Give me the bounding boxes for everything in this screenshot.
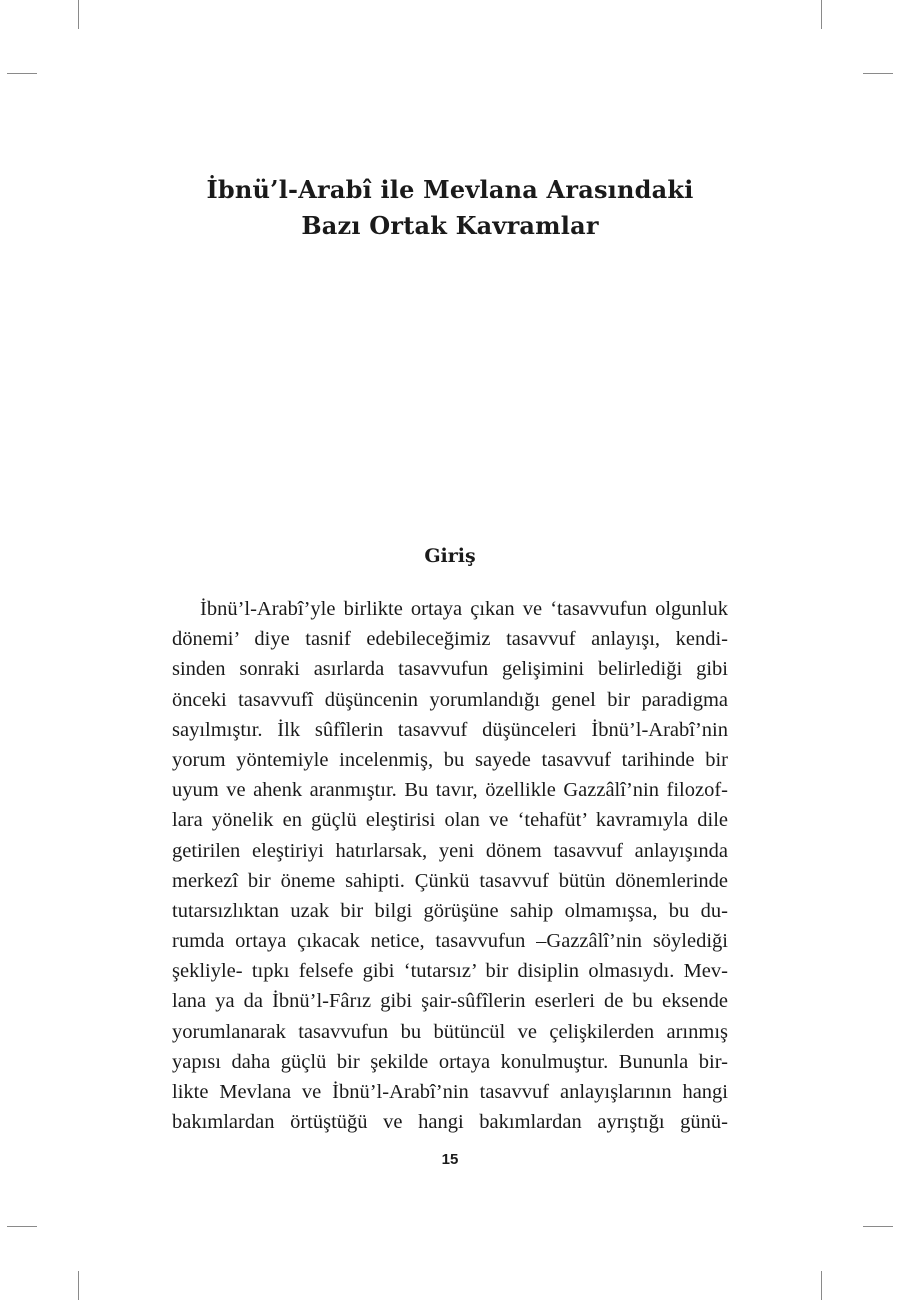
crop-mark-left-upper <box>7 73 37 74</box>
crop-mark-top-left <box>78 0 79 29</box>
body-line: lara yönelik en güçlü eleştirisi olan ve ‘tehafüt’ kavramıyla dile <box>172 809 728 832</box>
crop-mark-bottom-left <box>78 1271 79 1300</box>
crop-mark-bottom-right <box>821 1271 822 1300</box>
body-line: likte Mevlana ve İbnü’l-Arabî’nin tasavvuf anlayışlarının hangi <box>172 1081 728 1103</box>
crop-mark-right-upper <box>863 73 893 74</box>
body-line: sinden sonraki asırlarda tasavvufun gelişimini belirlediği gibi <box>172 658 728 681</box>
section-heading: Giriş <box>424 545 476 567</box>
body-line: getirilen eleştiriyi hatırlarsak, yeni dönem tasavvuf anlayışında <box>172 839 728 862</box>
body-line: merkezî bir öneme sahipti. Çünkü tasavvuf bütün dönemlerinde <box>172 869 728 892</box>
body-line: dönemi’ diye tasnif edebileceğimiz tasavvuf anlayışı, kendi- <box>172 628 728 651</box>
crop-mark-right-lower <box>863 1226 893 1227</box>
body-line: sayılmıştır. İlk sûfîlerin tasavvuf düşünceleri İbnü’l-Arabî’nin <box>172 718 728 741</box>
chapter-title-line-2: Bazı Ortak Kavramlar <box>301 211 599 240</box>
chapter-title <box>0 172 900 244</box>
body-line: rumda ortaya çıkacak netice, tasavvufun –Gazzâlî’nin söylediği <box>172 930 728 953</box>
body-line: uyum ve ahenk aranmıştır. Bu tavır, özellikle Gazzâlî’nin filozof- <box>172 779 728 802</box>
crop-mark-left-lower <box>7 1226 37 1227</box>
chapter-title-line-1: İbnü’l-Arabî ile Mevlana Arasındaki <box>206 175 694 204</box>
body-line: İbnü’l-Arabî’yle birlikte ortaya çıkan ve ‘tasavvufun olgunluk <box>200 598 728 620</box>
body-line: yorum yöntemiyle incelenmiş, bu sayede tasavvuf tarihinde bir <box>172 748 728 771</box>
body-line: şekliyle- tıpkı felsefe gibi ‘tutarsız’ bir disiplin olmasıydı. Mev- <box>172 960 728 983</box>
body-line: önceki tasavvufî düşüncenin yorumlandığı genel bir paradigma <box>172 688 728 711</box>
crop-mark-top-right <box>821 0 822 29</box>
body-line: bakımlardan örtüştüğü ve hangi bakımlardan ayrıştığı günü- <box>172 1111 728 1134</box>
body-line: tutarsızlıktan uzak bir bilgi görüşüne sahip olmamışsa, bu du- <box>172 899 728 922</box>
body-line: lana ya da İbnü’l-Fârız gibi şair-sûfîlerin eserleri de bu eksende <box>172 990 728 1013</box>
body-line: yapısı daha güçlü bir şekilde ortaya konulmuştur. Bununla bir- <box>172 1050 728 1073</box>
body-paragraph <box>172 594 728 1137</box>
body-line: yorumlanarak tasavvufun bu bütüncül ve çelişkilerden arınmış <box>172 1020 728 1043</box>
page-number: 15 <box>441 1151 459 1168</box>
